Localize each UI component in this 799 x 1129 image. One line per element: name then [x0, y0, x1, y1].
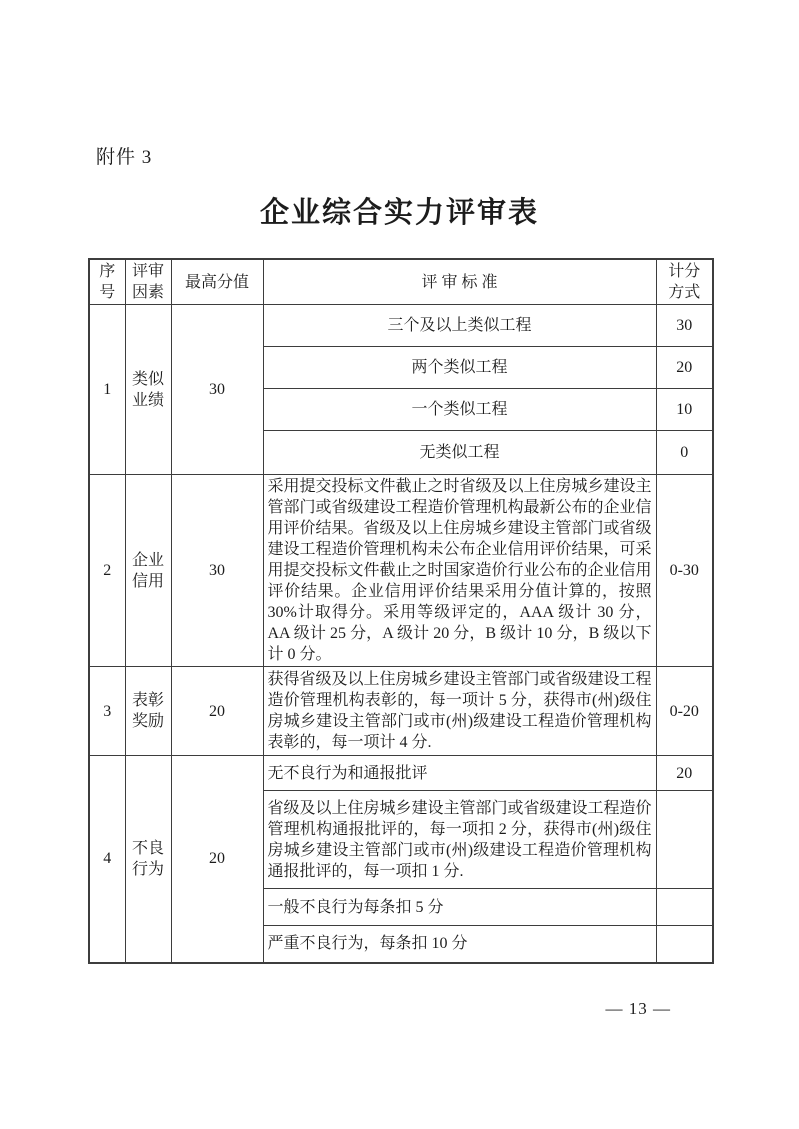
attachment-label: 附件 3 — [96, 147, 153, 168]
row4-score-3 — [656, 889, 713, 926]
row3-max-score: 20 — [171, 667, 263, 756]
row1-score-4: 0 — [656, 431, 713, 475]
review-table — [88, 258, 714, 964]
col-header-no: 序号 — [89, 259, 125, 305]
row1-score-3: 10 — [656, 389, 713, 431]
row2-max-score: 30 — [171, 475, 263, 667]
row4-criteria-4: 严重不良行为，每条扣 10 分 — [263, 926, 656, 963]
page-number: — 13 — — [605, 999, 671, 1018]
row1-max-score: 30 — [171, 305, 263, 475]
table-row — [89, 756, 713, 791]
row1-score-1: 30 — [656, 305, 713, 347]
row2-factor: 企业信用 — [125, 475, 171, 667]
row3-factor: 表彰奖励 — [125, 667, 171, 756]
row3-no: 3 — [89, 667, 125, 756]
row1-criteria-1: 三个及以上类似工程 — [263, 305, 656, 347]
col-header-scoring: 计分方式 — [656, 259, 713, 305]
row4-criteria-3: 一般不良行为每条扣 5 分 — [263, 889, 656, 926]
row1-criteria-3: 一个类似工程 — [263, 389, 656, 431]
row4-max-score: 20 — [171, 756, 263, 963]
col-header-max-score: 最高分值 — [171, 259, 263, 305]
row3-criteria: 获得省级及以上住房城乡建设主管部门或省级建设工程造价管理机构表彰的，每一项计 5 分，获得市(州)级住房城乡建设主管部门或市(州)级建设工程造价管理机构表彰的，每一项计 4 分. — [263, 667, 656, 756]
table-row — [89, 305, 713, 347]
row2-score: 0-30 — [656, 475, 713, 667]
row4-score-4 — [656, 926, 713, 963]
row4-criteria-1: 无不良行为和通报批评 — [263, 756, 656, 791]
page-title: 企业综合实力评审表 — [259, 197, 539, 229]
row1-factor: 类似业绩 — [125, 305, 171, 475]
row4-factor: 不良行为 — [125, 756, 171, 963]
row4-no: 4 — [89, 756, 125, 963]
row2-no: 2 — [89, 475, 125, 667]
row4-criteria-2: 省级及以上住房城乡建设主管部门或省级建设工程造价管理机构通报批评的，每一项扣 2 分，获得市(州)级住房城乡建设主管部门或市(州)级建设工程造价管理机构通报批评的，每一项扣 1 分. — [263, 791, 656, 889]
row2-criteria: 采用提交投标文件截止之时省级及以上住房城乡建设主管部门或省级建设工程造价管理机构最新公布的企业信用评价结果。省级及以上住房城乡建设主管部门或省级建设工程造价管理机构未公布企业信用评价结果，可采用提交投标文件截止之时国家造价行业公布的企业信用评价结果。企业信用评价结果采用分值计算的，按照 30%计取得分。采用等级评定的，AAA 级计 30 分，AA 级计 25 分，A 级计 20 分，B 级计 10 分，B 级以下计 0 分。 — [263, 475, 656, 667]
row1-no: 1 — [89, 305, 125, 475]
table-row — [89, 667, 713, 756]
row1-criteria-2: 两个类似工程 — [263, 347, 656, 389]
row4-score-1: 20 — [656, 756, 713, 791]
row3-score: 0-20 — [656, 667, 713, 756]
row1-score-2: 20 — [656, 347, 713, 389]
table-row — [89, 475, 713, 667]
col-header-factor: 评审因素 — [125, 259, 171, 305]
row4-score-2 — [656, 791, 713, 889]
col-header-criteria: 评 审 标 准 — [263, 259, 656, 305]
row1-criteria-4: 无类似工程 — [263, 431, 656, 475]
table-header-row — [89, 259, 713, 305]
